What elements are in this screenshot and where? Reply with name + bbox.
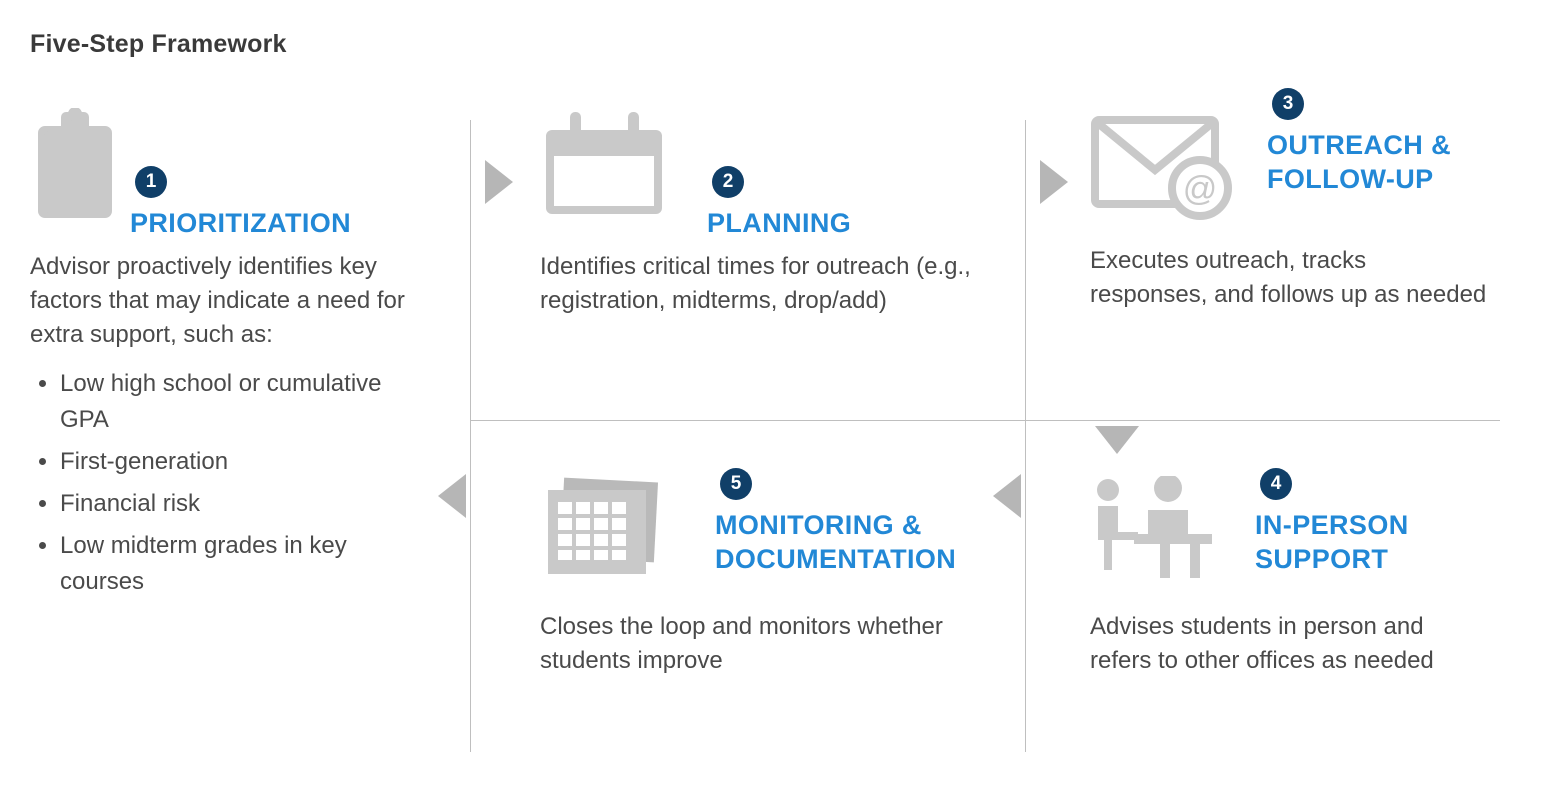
step-card-4 bbox=[1090, 468, 1500, 678]
divider-horizontal bbox=[470, 420, 1500, 421]
step-badge-4: 4 bbox=[1260, 468, 1292, 500]
step-card-3 bbox=[1090, 88, 1510, 312]
step-bullets-1 bbox=[30, 366, 430, 600]
step-body-5: Closes the loop and monitors whether students improve bbox=[540, 613, 943, 674]
list-item: • First-generation bbox=[60, 444, 430, 480]
list-item: • Financial risk bbox=[60, 486, 430, 522]
svg-text:@: @ bbox=[1182, 170, 1218, 208]
arrow-step5-to-step1 bbox=[438, 474, 466, 518]
step-card-5 bbox=[540, 468, 1010, 678]
step-badge-1: 1 bbox=[135, 166, 167, 198]
step-title-5: MONITORING & DOCUMENTATION bbox=[715, 510, 957, 574]
list-item: • Low midterm grades in key courses bbox=[60, 528, 430, 600]
advising-meeting-icon bbox=[1090, 476, 1240, 588]
envelope-at-icon bbox=[1090, 110, 1240, 222]
step-body-3: Executes outreach, tracks responses, and follows up as needed bbox=[1090, 247, 1487, 308]
step-badge-3: 3 bbox=[1272, 88, 1304, 120]
list-item: • Low high school or cumulative GPA bbox=[60, 366, 430, 438]
step-title-4: IN-PERSON SUPPORT bbox=[1255, 510, 1409, 574]
step-badge-2: 2 bbox=[712, 166, 744, 198]
calendar-icon bbox=[540, 108, 650, 220]
step-body-2: Identifies critical times for outreach (e.g., registration, midterms, drop/add) bbox=[540, 253, 971, 314]
spreadsheet-icon bbox=[540, 476, 670, 588]
step-title-2: PLANNING bbox=[707, 208, 852, 238]
step-body-4: Advises students in person and refers to other offices as needed bbox=[1090, 613, 1434, 674]
clipboard-icon bbox=[30, 108, 140, 220]
framework-diagram bbox=[30, 93, 1500, 758]
step-title-1: PRIORITIZATION bbox=[130, 208, 352, 238]
step-body-1: Advisor proactively identifies key factors that may indicate a need for extra support, such as: bbox=[30, 253, 405, 348]
step-title-3: OUTREACH & FOLLOW-UP bbox=[1267, 130, 1451, 194]
arrow-step2-to-step3 bbox=[1040, 160, 1068, 204]
divider-vertical-1 bbox=[470, 120, 471, 752]
page-title: Five-Step Framework bbox=[30, 30, 287, 58]
arrow-step3-to-step4 bbox=[1095, 426, 1139, 454]
step-badge-5: 5 bbox=[720, 468, 752, 500]
step-card-1 bbox=[30, 108, 430, 606]
step-card-2 bbox=[540, 108, 1000, 318]
arrow-step1-to-step2 bbox=[485, 160, 513, 204]
divider-vertical-2 bbox=[1025, 120, 1026, 752]
